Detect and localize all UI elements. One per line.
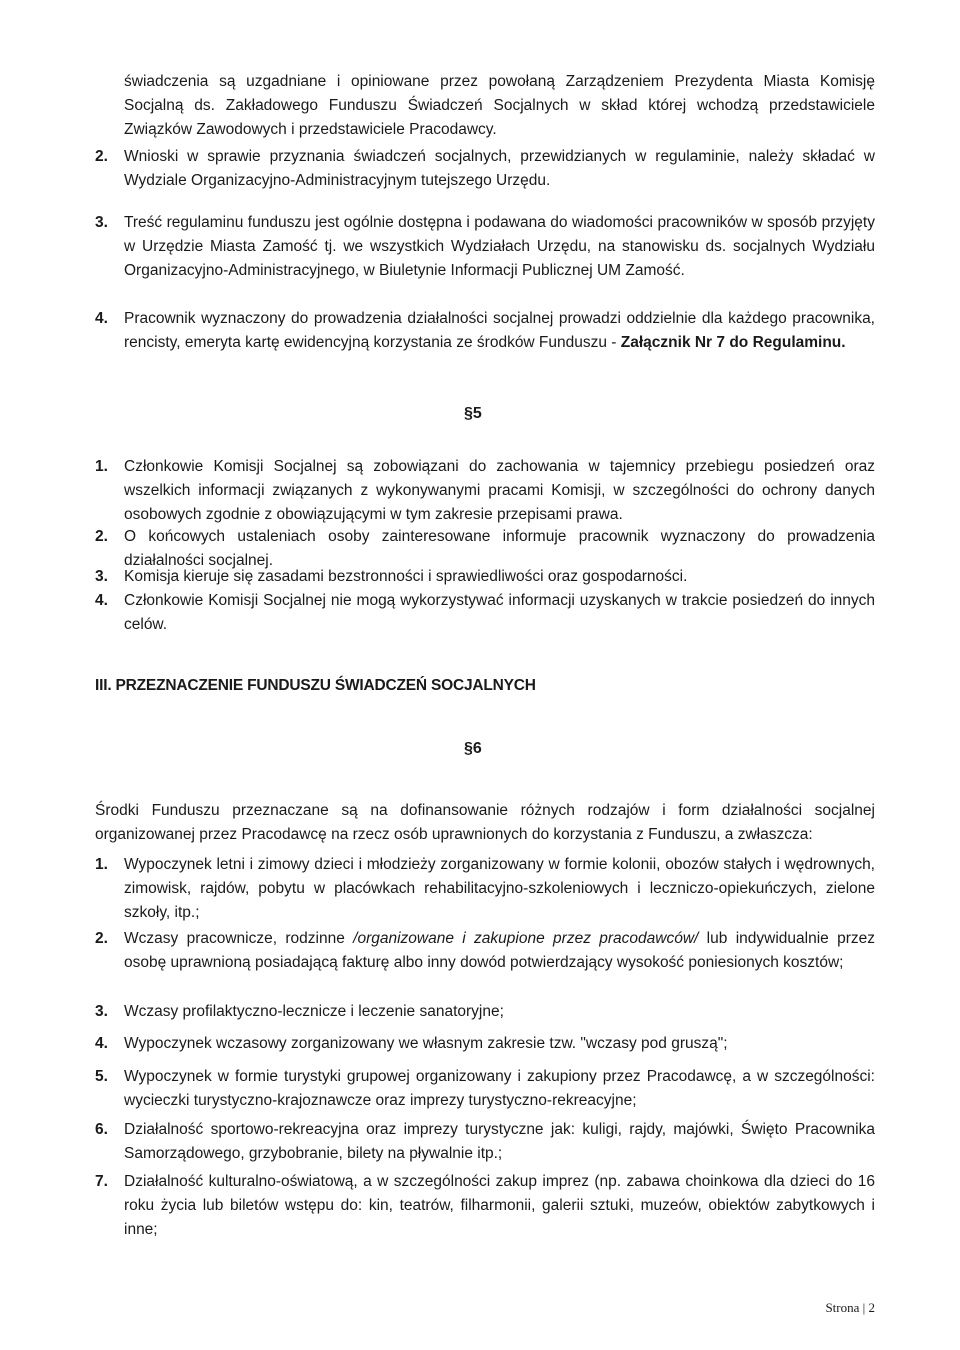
item-text-italic: /organizowane i zakupione przez pracodawców/ xyxy=(353,930,699,947)
item-text: Komisja kieruje się zasadami bezstronności i sprawiedliwości oraz gospodarności. xyxy=(124,568,688,585)
list-item xyxy=(95,145,875,193)
list-item xyxy=(95,455,875,527)
item-text: Działalność kulturalno-oświatową, a w szczególności zakup imprez (np. zabawa choinkowa dla dzieci do 16 roku życia lub biletów wstępu do: kin, teatrów, filharmonii, galerii sztuki, muzeów, obiektów zabytkowych i inne; xyxy=(124,1173,875,1238)
list-item xyxy=(95,1170,875,1242)
section-heading-5: §5 xyxy=(464,405,482,422)
item-text: Członkowie Komisji Socjalnej nie mogą wykorzystywać informacji uzyskanych w trakcie posiedzeń do innych celów. xyxy=(124,592,875,633)
item-number: 5. xyxy=(95,1068,108,1085)
list-item xyxy=(95,211,875,283)
item-text: Wypoczynek w formie turystyki grupowej organizowany i zakupiony przez Pracodawcę, a w szczególności: wycieczki turystyczno-krajoznawcze oraz imprezy turystyczno-rekreacyjne; xyxy=(124,1068,875,1109)
item-number: 3. xyxy=(95,1003,108,1020)
item-number: 6. xyxy=(95,1121,108,1138)
list-item xyxy=(95,565,875,589)
item-text: Członkowie Komisji Socjalnej są zobowiązani do zachowania w tajemnicy przebiegu posiedzeń oraz wszelkich informacji związanych z wykonywanymi pracami Komisji, w szczególności do ochrony danych osobowych zgodnie z obowiązującymi w tym zakresie przepisami prawa. xyxy=(124,458,875,523)
item-number: 4. xyxy=(95,592,108,609)
item-number: 7. xyxy=(95,1173,108,1190)
item-number: 2. xyxy=(95,528,108,545)
list-item xyxy=(95,1032,875,1056)
list-item xyxy=(95,853,875,925)
section-intro-paragraph: Środki Funduszu przeznaczane są na dofinansowanie różnych rodzajów i form działalności socjalnej organizowanej przez Pracodawcę na rzecz osób uprawnionych do korzystania z Funduszu, a zwłaszcza: xyxy=(95,802,875,843)
list-item xyxy=(95,1065,875,1113)
item-text-plain: Pracownik wyznaczony do prowadzenia działalności socjalnej prowadzi oddzielnie dla każdego pracownika, rencisty, emeryta kartę ewidencyjną korzystania ze środków Funduszu - xyxy=(124,310,875,351)
item-text: O końcowych ustaleniach osoby zainteresowane informuje pracownik wyznaczony do prowadzenia działalności socjalnej. xyxy=(124,528,875,569)
page-number: Strona | 2 xyxy=(825,1300,875,1315)
item-number: 3. xyxy=(95,568,108,585)
list-item xyxy=(95,307,875,355)
item-number: 2. xyxy=(95,930,108,947)
list-item xyxy=(95,589,875,637)
item-text: Działalność sportowo-rekreacyjna oraz imprezy turystyczne jak: kuligi, rajdy, majówki, Święto Pracownika Samorządowego, grzybobranie, bilety na pływalnie itp.; xyxy=(124,1121,875,1162)
chapter-title: III. PRZEZNACZENIE FUNDUSZU ŚWIADCZEŃ SOCJALNYCH xyxy=(95,677,536,694)
item-text: Wypoczynek letni i zimowy dzieci i młodzieży zorganizowany w formie kolonii, obozów stałych i wędrownych, zimowisk, rajdów, pobytu w placówkach rehabilitacyjno-szkoleniowych i leczniczo-opiekuńczych, zielone szkoły, itp.; xyxy=(124,856,875,921)
item-number: 4. xyxy=(95,310,108,327)
item-number: 3. xyxy=(95,214,108,231)
item-text: Wypoczynek wczasowy zorganizowany we własnym zakresie tzw. "wczasy pod gruszą"; xyxy=(124,1035,728,1052)
attachment-reference: Załącznik Nr 7 do Regulaminu. xyxy=(620,334,846,351)
intro-paragraph: świadczenia są uzgadniane i opiniowane przez powołaną Zarządzeniem Prezydenta Miasta Komisję Socjalną ds. Zakładowego Funduszu Świadczeń Socjalnych w skład której wchodzą przedstawiciele Związków Zawodowych i przedstawiciele Pracodawcy. xyxy=(124,73,875,138)
item-number: 1. xyxy=(95,856,108,873)
item-text xyxy=(124,927,875,975)
item-text: Treść regulaminu funduszu jest ogólnie dostępna i podawana do wiadomości pracowników w sposób przyjęty w Urzędzie Miasta Zamość tj. we wszystkich Wydziałach Urzędu, na stanowisku ds. socjalnych Wydziału Organizacyjno-Administracyjnego, w Biuletynie Informacji Publicznej UM Zamość. xyxy=(124,214,875,279)
item-text-plain: Wczasy pracownicze, rodzinne xyxy=(124,930,354,947)
item-number: 4. xyxy=(95,1035,108,1052)
item-text-plain: lub indywidualnie przez osobę uprawnioną posiadającą fakturę albo inny dowód potwierdzający wysokość poniesionych kosztów; xyxy=(124,930,875,971)
item-text xyxy=(124,307,875,355)
item-text: Wnioski w sprawie przyznania świadczeń socjalnych, przewidzianych w regulaminie, należy składać w Wydziale Organizacyjno-Administracyjnym tutejszego Urzędu. xyxy=(124,148,875,189)
section-heading-6: §6 xyxy=(464,740,482,757)
list-item xyxy=(95,1000,875,1024)
list-item xyxy=(95,1118,875,1166)
item-number: 2. xyxy=(95,148,108,165)
item-number: 1. xyxy=(95,458,108,475)
list-item xyxy=(95,927,875,975)
item-text: Wczasy profilaktyczno-lecznicze i leczenie sanatoryjne; xyxy=(124,1003,504,1020)
